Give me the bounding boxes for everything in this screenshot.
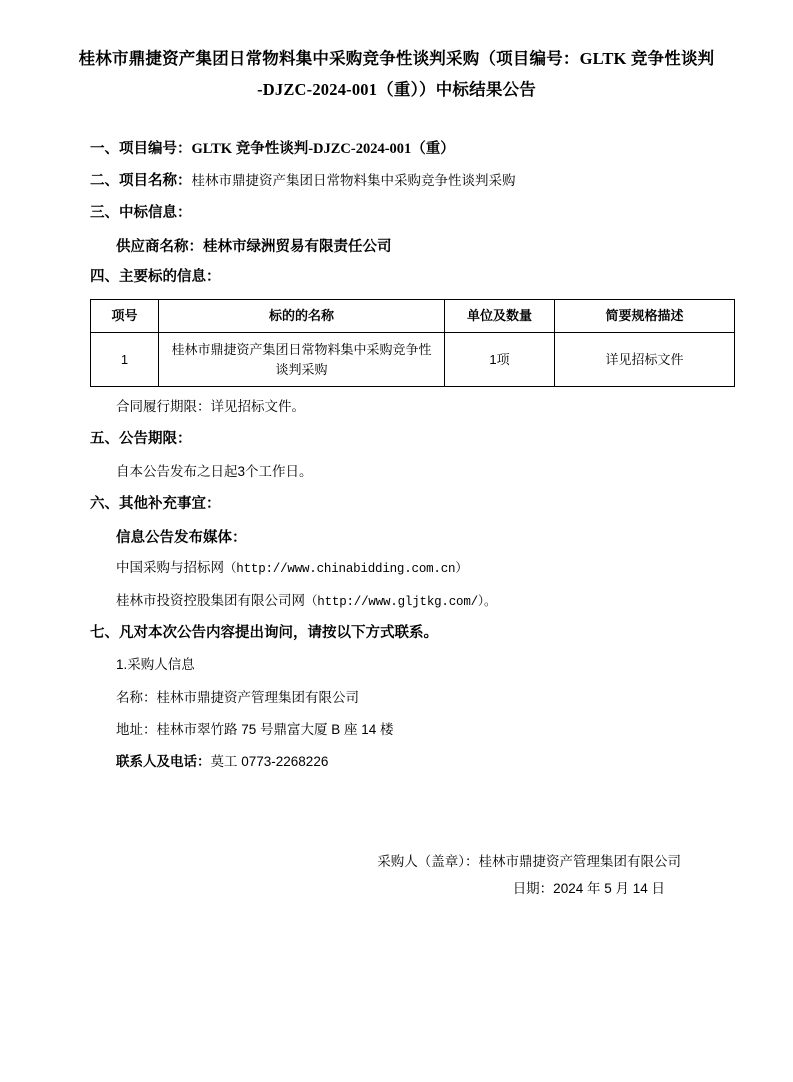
table-cell-no: 1 bbox=[91, 333, 159, 387]
signature-block bbox=[90, 848, 715, 902]
purchaser-name-label: 名称： bbox=[116, 689, 157, 705]
section-inquiry-label: 七、凡对本次公告内容提出询问，请按以下方式联系。 bbox=[90, 625, 438, 642]
media-item-1 bbox=[90, 558, 715, 579]
table-cell-name: 桂林市鼎捷资产集团日常物料集中采购竞争性谈判采购 bbox=[159, 333, 445, 387]
document-body bbox=[56, 139, 737, 902]
section-award-info-label: 三、中标信息： bbox=[90, 205, 192, 222]
section-project-number-label: 一、项目编号： bbox=[90, 141, 192, 158]
purchaser-contact-label: 联系人及电话： bbox=[116, 754, 211, 770]
supplier-label: 供应商名称： bbox=[116, 239, 203, 256]
table-header-spec: 简要规格描述 bbox=[555, 300, 735, 333]
purchaser-info-heading: 1.采购人信息 bbox=[116, 657, 195, 673]
media-item-2-name: 桂林市投资控股集团有限公司网 bbox=[116, 592, 305, 608]
table-row bbox=[91, 333, 735, 387]
media-item-1-name: 中国采购与招标网 bbox=[116, 559, 224, 575]
purchaser-contact-value: 莫工 0773-2268226 bbox=[210, 754, 329, 770]
announcement-period-text: 自本公告发布之日起3个工作日。 bbox=[116, 463, 313, 479]
section-announcement-period bbox=[90, 429, 715, 450]
media-item-2-url[interactable]: （http://www.gljtkg.com/）。 bbox=[305, 594, 497, 609]
table-cell-unit: 1项 bbox=[445, 333, 555, 387]
contract-period-text: 合同履行期限：详见招标文件。 bbox=[116, 399, 305, 415]
purchaser-name-row bbox=[116, 688, 715, 708]
section-project-number bbox=[90, 139, 715, 160]
section-project-name bbox=[90, 171, 715, 192]
section-main-items-label: 四、主要标的信息： bbox=[90, 269, 221, 286]
section-project-name-value: 桂林市鼎捷资产集团日常物料集中采购竞争性谈判采购 bbox=[191, 173, 516, 189]
purchaser-address-label: 地址： bbox=[116, 721, 157, 737]
table-header-name: 标的的名称 bbox=[159, 300, 445, 333]
section-project-name-label: 二、项目名称： bbox=[90, 173, 192, 190]
table-cell-spec: 详见招标文件 bbox=[555, 333, 735, 387]
section-project-number-value: GLTK 竞争性谈判-DJZC-2024-001（重） bbox=[191, 141, 455, 158]
page-title-line-1: 桂林市鼎捷资产集团日常物料集中采购竞争性谈判采购（项目编号：GLTK 竞争性谈判 bbox=[78, 49, 715, 68]
section-main-items bbox=[90, 267, 715, 288]
media-label: 信息公告发布媒体： bbox=[116, 529, 247, 546]
purchaser-contact-block bbox=[90, 655, 715, 772]
table-header-row bbox=[91, 300, 735, 333]
table-header-unit: 单位及数量 bbox=[445, 300, 555, 333]
signature-purchaser: 采购人（盖章）：桂林市鼎捷资产管理集团有限公司 bbox=[377, 854, 681, 870]
table-header-no: 项号 bbox=[91, 300, 159, 333]
page-title bbox=[77, 44, 717, 105]
purchaser-name-value: 桂林市鼎捷资产管理集团有限公司 bbox=[156, 689, 359, 705]
purchaser-address-value: 桂林市翠竹路 75 号鼎富大厦 B 座 14 楼 bbox=[156, 721, 394, 737]
media-item-2 bbox=[90, 591, 715, 612]
media-item-1-url[interactable]: （http://www.chinabidding.com.cn） bbox=[224, 561, 468, 576]
section-award-info bbox=[90, 203, 715, 224]
section-announcement-period-label: 五、公告期限： bbox=[90, 431, 192, 448]
signature-date: 日期：2024 年 5 月 14 日 bbox=[512, 881, 665, 897]
section-supplementary bbox=[90, 494, 715, 515]
media-label-row bbox=[90, 526, 715, 547]
section-inquiry bbox=[90, 623, 715, 644]
purchaser-contact-row bbox=[116, 752, 715, 772]
supplier-name: 桂林市绿洲贸易有限责任公司 bbox=[203, 239, 392, 256]
supplier-row bbox=[90, 235, 715, 256]
page-title-line-2: -DJZC-2024-001（重））中标结果公告 bbox=[257, 79, 536, 99]
section-supplementary-label: 六、其他补充事宜： bbox=[90, 495, 221, 512]
purchaser-address-row bbox=[116, 720, 715, 740]
main-items-table bbox=[90, 299, 735, 387]
